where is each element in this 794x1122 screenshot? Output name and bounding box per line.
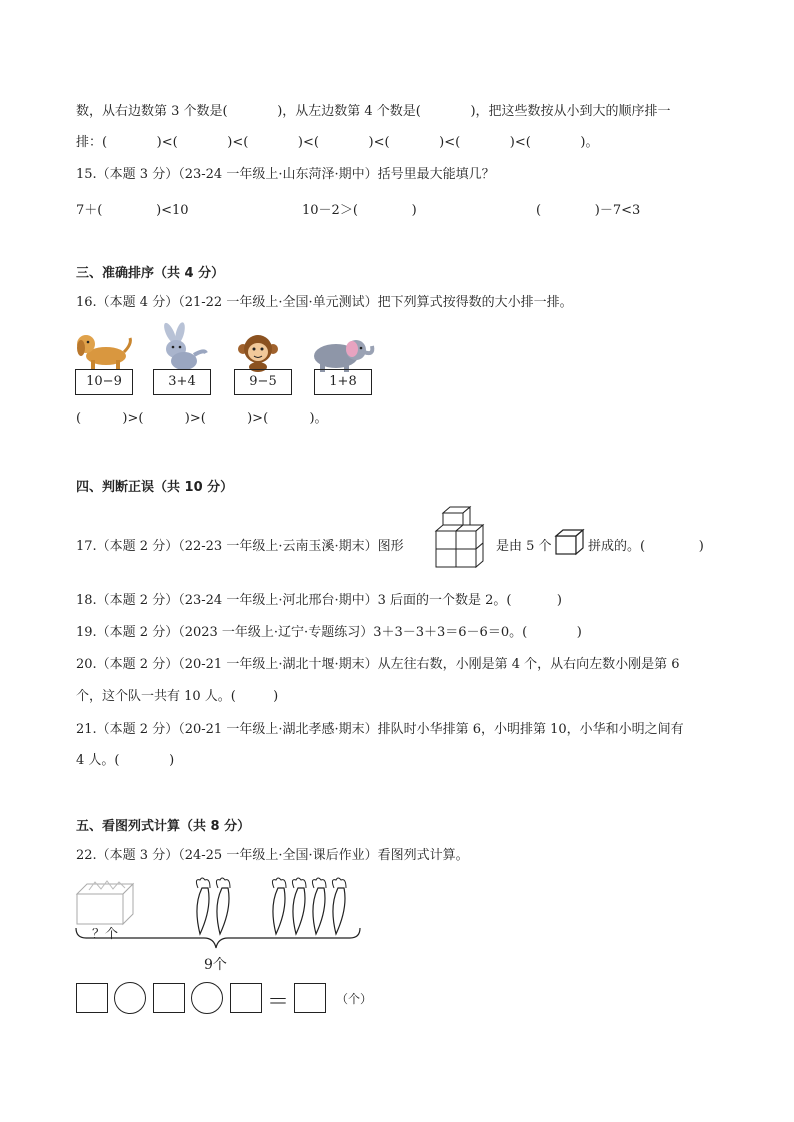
elephant-icon — [306, 338, 378, 372]
q18-text: 18.（本题 2 分）（23-24 一年级上·河北邢台·期中）3 后面的一个数是 2。( ) — [76, 593, 562, 608]
q17-part3: 拼成的。( ) — [588, 539, 704, 554]
operator-circle-2[interactable] — [191, 982, 223, 1014]
dog-icon — [74, 330, 132, 370]
monkey-icon — [236, 333, 280, 371]
q17-part1: 17.（本题 2 分）（22-23 一年级上·云南玉溪·期末）图形 — [76, 539, 404, 554]
q16-expr-elephant: 1+8 — [314, 369, 372, 395]
equals-sign: ＝ — [267, 990, 290, 1015]
answer-box-2[interactable] — [153, 983, 185, 1013]
answer-box-3[interactable] — [230, 983, 262, 1013]
q15-expr2: 10－2＞( ) — [302, 203, 417, 218]
answer-box-1[interactable] — [76, 983, 108, 1013]
q14-line1: 数，从右边数第 3 个数是( )，从左边数第 4 个数是( )，把这些数按从小到大的顺序排一 — [76, 104, 671, 119]
q16-title: 16.（本题 4 分）（21-22 一年级上·全国·单元测试）把下列算式按得数的大小排一排。 — [76, 295, 573, 310]
cube-stack-figure — [433, 506, 493, 578]
q20-line1: 20.（本题 2 分）（20-21 一年级上·湖北十堰·期末）从左往右数，小刚是第 4 个，从右向左数小刚是第 6 — [76, 657, 680, 672]
q15-expr1: 7＋( )<10 — [76, 203, 189, 218]
rabbit-icon — [154, 325, 210, 371]
q21-line1: 21.（本题 2 分）（20-21 一年级上·湖北孝感·期末）排队时小华排第 6，小明排第 10，小华和小明之间有 — [76, 722, 684, 737]
q19-text: 19.（本题 2 分）（2023 一年级上·辽宁·专题练习）3＋3－3＋3＝6－6＝0。( ) — [76, 625, 582, 640]
section3-heading: 三、准确排序（共 4 分） — [76, 266, 225, 281]
unit-cube-icon — [554, 528, 586, 556]
q14-line2: 排：( )<( )<( )<( )<( )<( )<( )。 — [76, 135, 599, 150]
q16-expr-monkey: 9−5 — [234, 369, 292, 395]
q21-line2: 4 人。( ) — [76, 753, 175, 768]
section5-heading: 五、看图列式计算（共 8 分） — [76, 819, 251, 834]
q17-part2: 是由 5 个 — [496, 539, 552, 554]
q15-expr3: ( )－7<3 — [536, 203, 641, 218]
basket-box-icon — [75, 880, 137, 926]
operator-circle-1[interactable] — [114, 982, 146, 1014]
q16-expr-rabbit: 3+4 — [153, 369, 211, 395]
q15-title: 15.（本题 3 分）（23-24 一年级上·山东菏泽·期中）括号里最大能填几？ — [76, 167, 495, 182]
section4-heading: 四、判断正误（共 10 分） — [76, 480, 234, 495]
q22-total-label: 9个 — [204, 957, 227, 973]
q16-expr-dog: 10−9 — [75, 369, 133, 395]
q20-line2: 个，这个队一共有 10 人。( ) — [76, 689, 279, 704]
answer-box-result[interactable] — [294, 983, 326, 1013]
q22-unknown-label: ？个 — [92, 927, 119, 942]
q16-answer: ( )>( )>( )>( )。 — [76, 411, 328, 426]
q22-title: 22.（本题 3 分）（24-25 一年级上·全国·课后作业）看图列式计算。 — [76, 848, 469, 863]
unit-label: （个） — [336, 992, 373, 1006]
